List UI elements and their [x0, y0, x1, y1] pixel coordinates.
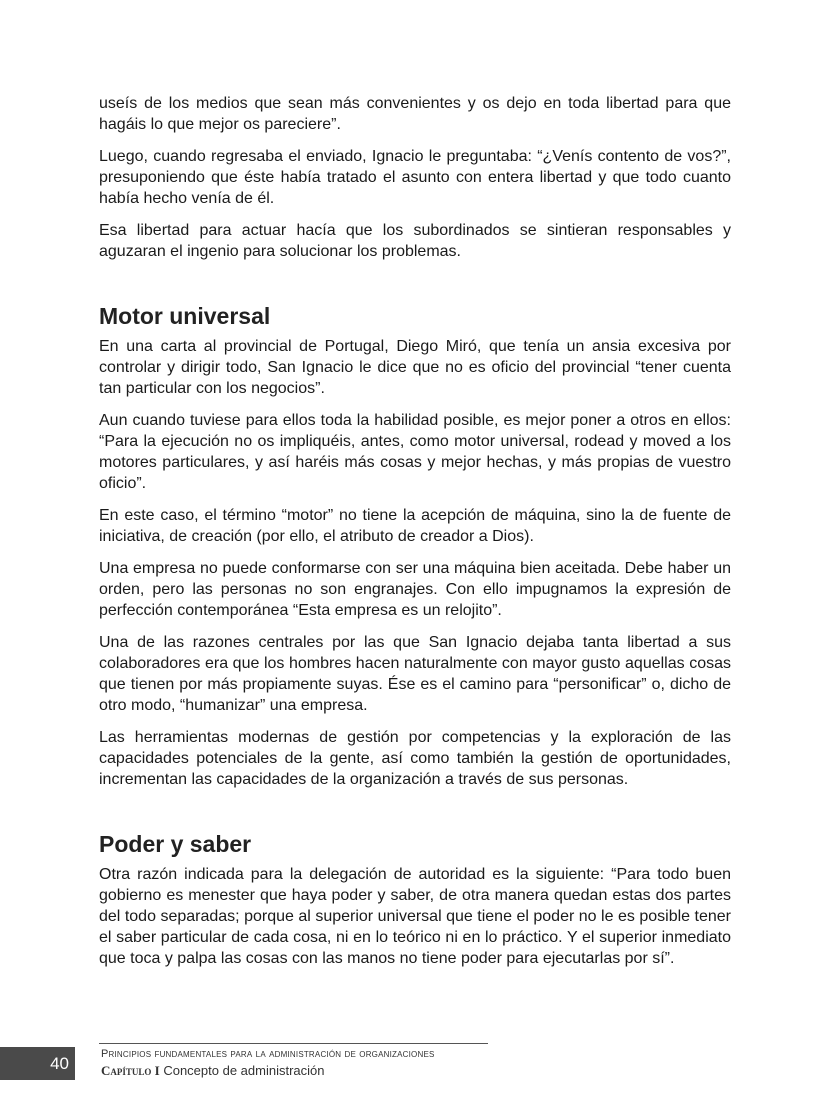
paragraph: Las herramientas modernas de gestión por competencias y la exploración de las capacidades potenciales de la gente, así como también la gestión de oportunidades, incrementan las capacidades de la organización a través de sus personas. — [99, 729, 731, 788]
paragraph: Otra razón indicada para la delegación de autoridad es la siguiente: “Para todo buen gobierno es menester que haya poder y saber, de otra manera quedan estas dos partes del todo separadas; porque al superior universal que tiene el poder no le es posible tener el saber particular de cada cosa, ni en lo teórico ni en lo práctico. Y el superior inmediato que toca y palpa las cosas con las manos no tiene poder para ejecutarlas por sí”. — [99, 866, 731, 967]
section-heading-motor-universal: Motor universal — [99, 303, 271, 329]
section-spacer — [99, 273, 731, 302]
footer-book-title: Principios fundamentales para la administración de organizaciones — [101, 1048, 435, 1060]
section-heading-poder-y-saber: Poder y saber — [99, 831, 252, 857]
paragraph: Una empresa no puede conformarse con ser una máquina bien aceitada. Debe haber un orden, pero las personas no son engranajes. Con ello impugnamos la expresión de perfección contemporánea “Esta empresa es un relojito”. — [99, 560, 731, 619]
page-content — [99, 93, 731, 980]
paragraph: En una carta al provincial de Portugal, Diego Miró, que tenía un ansia excesiva por controlar y dirigir todo, San Ignacio le dice que no es oficio del provincial “tener cuenta tan particular con los negocios”. — [99, 338, 731, 397]
page-number: 40 — [0, 1047, 75, 1080]
footer-chapter — [101, 1063, 324, 1079]
paragraph: Luego, cuando regresaba el enviado, Ignacio le preguntaba: “¿Venís contento de vos?”, presuponiendo que éste había tratado el asunto con entera libertad y que todo cuanto había hecho venía de él. — [99, 148, 731, 207]
section-spacer — [99, 801, 731, 830]
paragraph: useís de los medios que sean más convenientes y os dejo en toda libertad para que hagáis lo que mejor os pareciere”. — [99, 95, 731, 133]
footer-divider — [99, 1043, 488, 1044]
paragraph: Una de las razones centrales por las que San Ignacio dejaba tanta libertad a sus colaboradores era que los hombres hacen naturalmente con mayor gusto aquellas cosas que tienen por más propiamente suyas. Ése es el camino para “personificar” o, dicho de otro modo, “humanizar” una empresa. — [99, 634, 731, 714]
paragraph: Esa libertad para actuar hacía que los subordinados se sintieran responsables y aguzaran el ingenio para solucionar los problemas. — [99, 222, 731, 260]
footer-chapter-label: Capítulo I — [101, 1063, 160, 1078]
paragraph: Aun cuando tuviese para ellos toda la habilidad posible, es mejor poner a otros en ellos: “Para la ejecución no os impliquéis, antes, como motor universal, rodead y moved a los motores particulares, y así haréis más cosas y mejor hechas, y más propias de vuestro oficio”. — [99, 412, 731, 492]
paragraph: En este caso, el término “motor” no tiene la acepción de máquina, sino la de fuente de iniciativa, de creación (por ello, el atributo de creador a Dios). — [99, 507, 731, 545]
footer-chapter-title: Concepto de administración — [163, 1063, 325, 1078]
